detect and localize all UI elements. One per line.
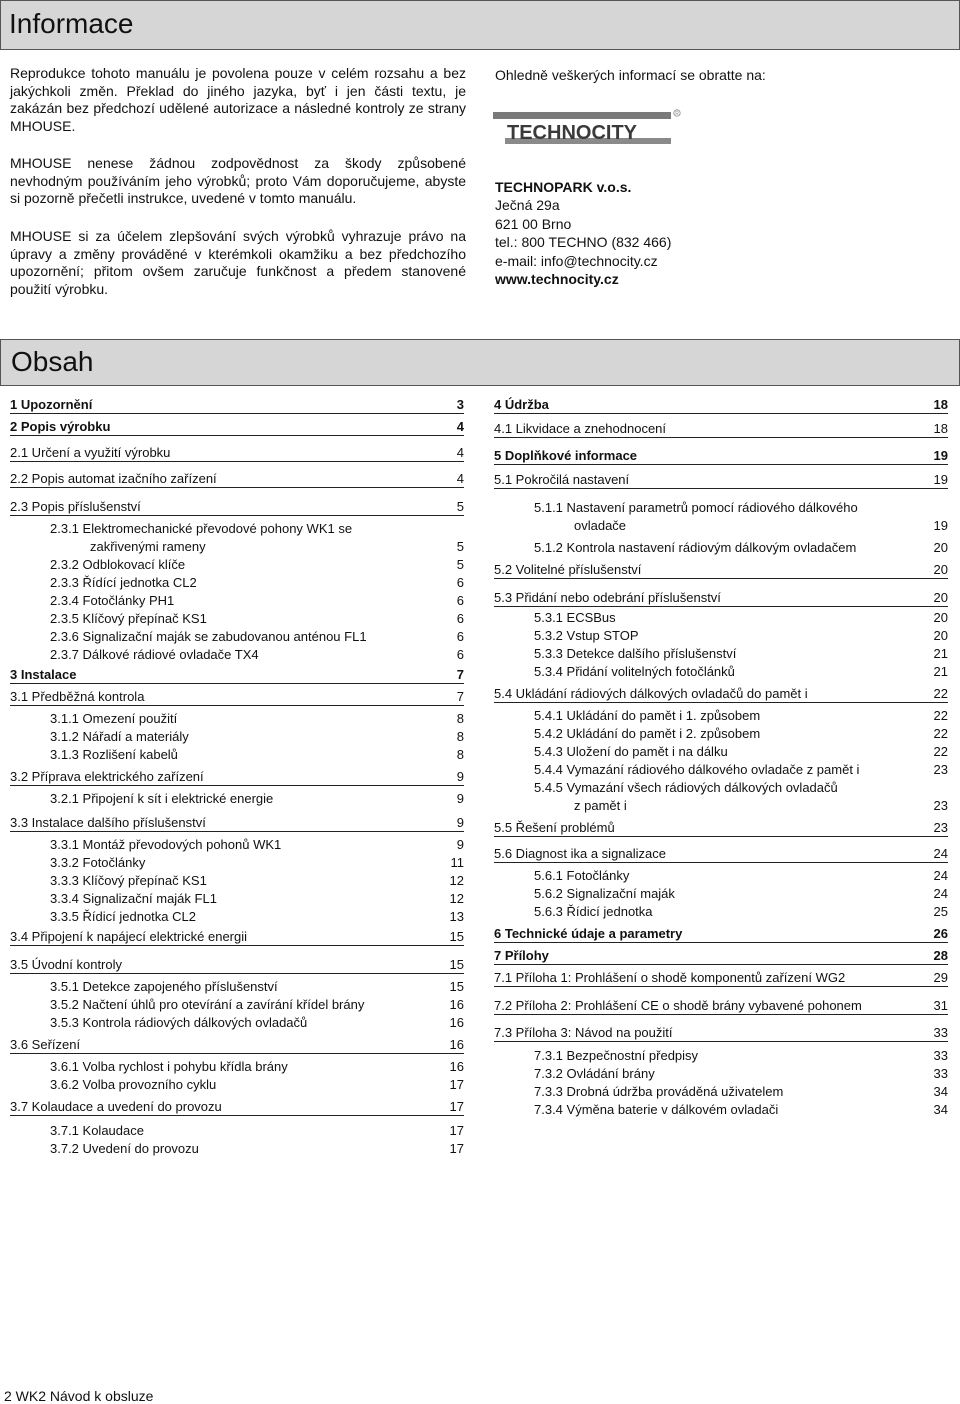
- toc-entry[interactable]: [10, 769, 464, 786]
- toc-entry-page: 25: [933, 904, 948, 919]
- toc-entry[interactable]: [10, 873, 464, 889]
- page-footer: 2 WK2 Návod k obsluze: [4, 1388, 154, 1404]
- toc-entry-page: 24: [933, 846, 948, 861]
- toc-entry[interactable]: [10, 1015, 464, 1031]
- toc-entry[interactable]: [494, 421, 948, 438]
- toc-entry[interactable]: [10, 957, 464, 974]
- toc-entry-title: 2 Popis výrobku: [10, 419, 111, 434]
- toc-entry[interactable]: [10, 667, 464, 684]
- toc-entry-title: 5.4.5 Vymazání všech rádiových dálkových ovladačů: [534, 780, 838, 795]
- toc-entry-title: 5.3 Přidání nebo odebrání příslušenství: [494, 590, 721, 605]
- toc-entry-title: 5.4 Ukládání rádiových dálkových ovladačů do pamět i: [494, 686, 808, 701]
- toc-entry[interactable]: [10, 837, 464, 853]
- toc-entry-title: ovladače: [574, 518, 627, 533]
- toc-entry-title: 4.1 Likvidace a znehodnocení: [494, 421, 667, 436]
- toc-entry-page: 6: [456, 629, 464, 644]
- section-header-informace: [0, 0, 960, 50]
- toc-entry-page: 7: [456, 689, 464, 704]
- toc-entry[interactable]: [10, 611, 464, 627]
- toc-entry[interactable]: [494, 998, 948, 1015]
- toc-entry-title: 3.1.2 Nářadí a materiály: [50, 729, 189, 744]
- toc-entry-title: 7.3.3 Drobná údržba prováděná uživatelem: [534, 1084, 784, 1099]
- toc-entry-title: 7.2 Příloha 2: Prohlášení CE o shodě brány vybavené pohonem: [494, 998, 862, 1013]
- toc-entry-title: 5.3.1 ECSBus: [534, 610, 616, 625]
- toc-entry[interactable]: [10, 629, 464, 645]
- toc-entry[interactable]: [494, 1048, 948, 1064]
- toc-entry-page: 6: [456, 611, 464, 626]
- city-address: 621 00 Brno: [495, 215, 572, 232]
- toc-entry-page: 17: [449, 1141, 464, 1156]
- toc-entry-title: 7.3.1 Bezpečnostní předpisy: [534, 1048, 699, 1063]
- toc-entry-page: 22: [933, 726, 948, 741]
- toc-entry-title: 2.3.1 Elektromechanické převodové pohony WK1 se: [50, 521, 353, 536]
- toc-entry-title: 2.3 Popis příslušenství: [10, 499, 141, 514]
- toc-entry-page: 20: [933, 562, 948, 577]
- toc-entry[interactable]: [494, 798, 948, 814]
- toc-entry-page: 6: [456, 593, 464, 608]
- toc-entry-page: 21: [933, 646, 948, 661]
- toc-entry[interactable]: [494, 868, 948, 884]
- toc-entry-page: 15: [449, 957, 464, 972]
- toc-entry-title: 5.6.3 Řídicí jednotka: [534, 904, 653, 919]
- toc-entry-page: 23: [933, 798, 948, 813]
- toc-entry-title: 3.7.2 Uvedení do provozu: [50, 1141, 199, 1156]
- toc-entry-title: 4 Údržba: [494, 397, 549, 412]
- toc-entry[interactable]: [10, 575, 464, 591]
- toc-entry[interactable]: [10, 1123, 464, 1139]
- toc-entry-page: 34: [933, 1084, 948, 1099]
- toc-entry-page: 16: [449, 1015, 464, 1030]
- toc-entry-page: 18: [933, 421, 948, 436]
- toc-entry-page: 9: [456, 837, 464, 852]
- toc-entry-page: 12: [449, 891, 464, 906]
- street-address: Ječná 29a: [495, 197, 560, 214]
- toc-entry-title: 7.3.2 Ovládání brány: [534, 1066, 655, 1081]
- info-paragraph: Reprodukce tohoto manuálu je povolena pouze v celém rozsahu a bez jakýchkoli změn. Překlad do jiného jazyka, byť i jen části textu, je zakázán bez předchozí udělené autorizace a následné kontroly ze strany MHOUSE.: [10, 65, 466, 134]
- toc-entry-page: 17: [449, 1123, 464, 1138]
- toc-entry[interactable]: [10, 647, 464, 663]
- toc-entry-page: 28: [933, 948, 948, 963]
- toc-entry-title: 5.4.2 Ukládání do pamět i 2. způsobem: [534, 726, 761, 741]
- toc-entry-title: 7.3 Příloha 3: Návod na použití: [494, 1025, 673, 1040]
- toc-entry-title: 3.4 Připojení k napájecí elektrické energii: [10, 929, 248, 944]
- toc-entry-page: 33: [933, 1025, 948, 1040]
- toc-entry-title: 5 Doplňkové informace: [494, 448, 638, 463]
- toc-entry[interactable]: [494, 780, 948, 796]
- section-header-obsah: [0, 339, 960, 386]
- toc-entry[interactable]: [10, 997, 464, 1013]
- toc-entry-title: 5.3.2 Vstup STOP: [534, 628, 639, 643]
- toc-entry-page: 24: [933, 886, 948, 901]
- toc-entry-title: 3.3.1 Montáž převodových pohonů WK1: [50, 837, 282, 852]
- toc-entry-page: 13: [449, 909, 464, 924]
- toc-entry[interactable]: [494, 628, 948, 644]
- toc-entry[interactable]: [10, 929, 464, 946]
- phone-number: tel.: 800 TECHNO (832 466): [495, 234, 672, 251]
- toc-entry[interactable]: [494, 562, 948, 579]
- toc-entry-title: 2.3.7 Dálkové rádiové ovladače TX4: [50, 647, 259, 662]
- toc-entry[interactable]: [10, 791, 464, 807]
- toc-entry-title: 3.3.2 Fotočlánky: [50, 855, 146, 870]
- website-link[interactable]: www.technocity.cz: [495, 271, 619, 288]
- toc-entry-page: 5: [456, 557, 464, 572]
- toc-entry-title: 5.3.3 Detekce dalšího příslušenství: [534, 646, 737, 661]
- toc-entry-title: 3.1 Předběžná kontrola: [10, 689, 145, 704]
- toc-entry-page: 20: [933, 628, 948, 643]
- toc-entry[interactable]: [494, 904, 948, 920]
- toc-entry-title: zakřivenými rameny: [90, 539, 206, 554]
- toc-entry[interactable]: [494, 926, 948, 943]
- toc-entry-page: 7: [456, 667, 464, 682]
- toc-entry[interactable]: [10, 747, 464, 763]
- toc-entry-title: 5.5 Řešení problémů: [494, 820, 615, 835]
- toc-entry[interactable]: [10, 539, 464, 555]
- toc-entry-page: 22: [933, 686, 948, 701]
- toc-entry[interactable]: [494, 744, 948, 760]
- info-paragraph: MHOUSE nenese žádnou zodpovědnost za škody způsobené nevhodným používáním jeho výrobků; proto Vám doporučujeme, abyste si pozorně přečetli instrukce, uvedené v tomto manuálu.: [10, 155, 466, 206]
- toc-entry[interactable]: [10, 909, 464, 925]
- toc-entry-title: 1 Upozornění: [10, 397, 93, 412]
- toc-entry-page: 33: [933, 1048, 948, 1063]
- toc-entry[interactable]: [494, 1102, 948, 1118]
- toc-entry-title: 5.1.2 Kontrola nastavení rádiovým dálkovým ovladačem: [534, 540, 857, 555]
- toc-entry-page: 24: [933, 868, 948, 883]
- toc-entry[interactable]: [494, 1025, 948, 1042]
- toc-entry[interactable]: [494, 970, 948, 987]
- email-address[interactable]: e-mail: info@technocity.cz: [495, 252, 658, 269]
- toc-entry-page: 4: [456, 471, 464, 486]
- toc-entry-page: 5: [456, 499, 464, 514]
- toc-entry[interactable]: [10, 729, 464, 745]
- toc-entry[interactable]: [10, 689, 464, 706]
- toc-entry-title: 3.3.3 Klíčový přepínač KS1: [50, 873, 207, 888]
- toc-entry-page: 31: [933, 998, 948, 1013]
- toc-entry-title: 2.1 Určení a využití výrobku: [10, 445, 171, 460]
- toc-entry-title: 7.3.4 Výměna baterie v dálkovém ovladači: [534, 1102, 779, 1117]
- toc-entry[interactable]: [10, 521, 464, 537]
- toc-entry-title: 5.4.3 Uložení do pamět i na dálku: [534, 744, 728, 759]
- info-paragraph: MHOUSE si za účelem zlepšování svých výrobků vyhrazuje právo na úpravy a změny prováděné v kterémkoli okamžiku a bez předchozího upozornění; přitom ovšem zaručuje funkčnost a předem stanovené použití výrobku.: [10, 228, 466, 297]
- toc-entry-page: 8: [456, 711, 464, 726]
- toc-entry-page: 17: [449, 1099, 464, 1114]
- toc-entry[interactable]: [494, 686, 948, 703]
- toc-entry[interactable]: [10, 979, 464, 995]
- toc-entry-page: 3: [456, 397, 464, 412]
- toc-entry-page: 16: [449, 997, 464, 1012]
- toc-entry[interactable]: [10, 471, 464, 488]
- toc-entry-page: 18: [933, 397, 948, 412]
- toc-entry-title: 3.1.1 Omezení použití: [50, 711, 178, 726]
- toc-entry-page: 19: [933, 472, 948, 487]
- toc-entry[interactable]: [494, 397, 948, 414]
- toc-entry[interactable]: [494, 540, 948, 556]
- toc-entry-page: 6: [456, 575, 464, 590]
- company-name: TECHNOPARK v.o.s.: [495, 179, 632, 195]
- toc-entry-title: 3.3.5 Řídicí jednotka CL2: [50, 909, 196, 924]
- toc-entry-title: 3.5.2 Načtení úhlů pro otevírání a zavírání křídel brány: [50, 997, 365, 1012]
- toc-entry-page: 6: [456, 647, 464, 662]
- toc-entry[interactable]: [494, 610, 948, 626]
- section-title: Informace: [9, 8, 134, 39]
- toc-entry[interactable]: [494, 708, 948, 724]
- toc-entry-page: 4: [456, 445, 464, 460]
- toc-entry-page: 29: [933, 970, 948, 985]
- toc-entry[interactable]: [494, 726, 948, 742]
- toc-entry-title: 3.5.3 Kontrola rádiových dálkových ovladačů: [50, 1015, 308, 1030]
- toc-entry[interactable]: [10, 1077, 464, 1093]
- toc-entry[interactable]: [494, 448, 948, 465]
- toc-entry-title: 3.5.1 Detekce zapojeného příslušenství: [50, 979, 278, 994]
- toc-entry[interactable]: [494, 948, 948, 965]
- toc-entry-title: 3.7 Kolaudace a uvedení do provozu: [10, 1099, 222, 1114]
- toc-entry-page: 12: [449, 873, 464, 888]
- toc-entry-page: 19: [933, 448, 948, 463]
- toc-entry-page: 5: [456, 539, 464, 554]
- toc-entry-page: 9: [456, 815, 464, 830]
- toc-entry[interactable]: [494, 472, 948, 489]
- toc-entry[interactable]: [10, 397, 464, 414]
- toc-entry-page: 16: [449, 1037, 464, 1052]
- toc-entry-title: 5.1 Pokročilá nastavení: [494, 472, 630, 487]
- toc-entry-page: 22: [933, 744, 948, 759]
- toc-entry-title: 7.1 Příloha 1: Prohlášení o shodě komponentů zařízení WG2: [494, 970, 846, 985]
- toc-entry-title: 3.5 Úvodní kontroly: [10, 957, 123, 972]
- toc-entry-page: 34: [933, 1102, 948, 1117]
- toc-entry-page: 4: [456, 419, 464, 434]
- toc-entry-title: 3.6.1 Volba rychlost i pohybu křídla brány: [50, 1059, 288, 1074]
- toc-entry[interactable]: [10, 445, 464, 462]
- toc-entry-page: 20: [933, 540, 948, 555]
- toc-entry-title: 5.6 Diagnost ika a signalizace: [494, 846, 666, 861]
- toc-entry-page: 23: [933, 820, 948, 835]
- toc-entry[interactable]: [10, 855, 464, 871]
- toc-entry[interactable]: [494, 1066, 948, 1082]
- logo-wordmark: TECHNOCITY: [507, 122, 637, 144]
- toc-entry-page: 21: [933, 664, 948, 679]
- toc-entry-page: 8: [456, 747, 464, 762]
- technocity-logo: [493, 108, 685, 153]
- toc-entry[interactable]: [10, 1141, 464, 1157]
- toc-entry-title: 6 Technické údaje a parametry: [494, 926, 683, 941]
- toc-entry[interactable]: [10, 711, 464, 727]
- toc-entry-page: 20: [933, 610, 948, 625]
- toc-entry-title: 2.3.2 Odblokovací klíče: [50, 557, 186, 572]
- toc-entry-page: 33: [933, 1066, 948, 1081]
- toc-entry-title: 3.7.1 Kolaudace: [50, 1123, 144, 1138]
- toc-entry-title: 5.4.4 Vymazání rádiového dálkového ovladače z pamět i: [534, 762, 860, 777]
- toc-entry[interactable]: [10, 1059, 464, 1075]
- toc-entry[interactable]: [494, 518, 948, 534]
- toc-entry-page: 15: [449, 929, 464, 944]
- toc-entry-page: 9: [456, 769, 464, 784]
- toc-entry[interactable]: [10, 815, 464, 832]
- toc-title: Obsah: [11, 346, 94, 377]
- toc-entry-title: 5.2 Volitelné příslušenství: [494, 562, 642, 577]
- toc-entry-title: 5.6.1 Fotočlánky: [534, 868, 630, 883]
- toc-entry-title: 5.6.2 Signalizační maják: [534, 886, 675, 901]
- toc-entry-page: 11: [450, 855, 464, 870]
- toc-entry-title: 2.3.6 Signalizační maják se zabudovanou anténou FL1: [50, 629, 367, 644]
- contact-block: [495, 178, 671, 288]
- toc-entry-page: 26: [933, 926, 948, 941]
- toc-entry-page: 17: [449, 1077, 464, 1092]
- toc-entry[interactable]: [494, 762, 948, 778]
- toc-entry[interactable]: [494, 820, 948, 837]
- toc-entry-title: 2.3.4 Fotočlánky PH1: [50, 593, 175, 608]
- toc-entry[interactable]: [10, 499, 464, 516]
- toc-entry[interactable]: [10, 1099, 464, 1116]
- toc-entry-title: 5.3.4 Přidání volitelných fotočlánků: [534, 664, 735, 679]
- toc-entry-title: 3.2 Příprava elektrického zařízení: [10, 769, 204, 784]
- toc-entry-title: 7 Přílohy: [494, 948, 549, 963]
- toc-entry-title: z pamět i: [574, 798, 627, 813]
- toc-entry-title: 5.1.1 Nastavení parametrů pomocí rádiového dálkového: [534, 500, 858, 515]
- toc-entry[interactable]: [10, 557, 464, 573]
- toc-entry-page: 22: [933, 708, 948, 723]
- toc-entry[interactable]: [494, 846, 948, 863]
- toc-entry-title: 3.3 Instalace dalšího příslušenství: [10, 815, 206, 830]
- toc-entry-title: 3.1.3 Rozlišení kabelů: [50, 747, 178, 762]
- toc-entry[interactable]: [494, 1084, 948, 1100]
- toc-entry-page: 20: [933, 590, 948, 605]
- toc-entry-page: 23: [933, 762, 948, 777]
- svg-text:R: R: [675, 111, 679, 118]
- toc-entry[interactable]: [10, 419, 464, 436]
- toc-entry[interactable]: [10, 891, 464, 907]
- toc-entry-title: 3.6 Seřízení: [10, 1037, 81, 1052]
- toc-entry-page: 9: [456, 791, 464, 806]
- toc-entry[interactable]: [494, 646, 948, 662]
- toc-entry-title: 5.4.1 Ukládání do pamět i 1. způsobem: [534, 708, 761, 723]
- toc-entry-page: 8: [456, 729, 464, 744]
- toc-entry-title: 2.3.5 Klíčový přepínač KS1: [50, 611, 207, 626]
- toc-entry-title: 3 Instalace: [10, 667, 77, 682]
- toc-entry-page: 15: [449, 979, 464, 994]
- toc-entry[interactable]: [10, 1037, 464, 1054]
- toc-entry-title: 3.2.1 Připojení k sít i elektrické energie: [50, 791, 274, 806]
- toc-entry-page: 16: [449, 1059, 464, 1074]
- contact-lead: Ohledně veškerých informací se obratte na:: [495, 67, 766, 83]
- toc-entry[interactable]: [494, 886, 948, 902]
- toc-entry-title: 2.3.3 Řídící jednotka CL2: [50, 575, 197, 590]
- toc-entry-title: 2.2 Popis automat izačního zařízení: [10, 471, 217, 486]
- toc-entry[interactable]: [494, 500, 948, 516]
- toc-entry[interactable]: [494, 664, 948, 680]
- toc-entry-page: 19: [933, 518, 948, 533]
- toc-entry-title: 3.3.4 Signalizační maják FL1: [50, 891, 217, 906]
- toc-entry[interactable]: [10, 593, 464, 609]
- toc-entry-title: 3.6.2 Volba provozního cyklu: [50, 1077, 217, 1092]
- toc-entry[interactable]: [494, 590, 948, 607]
